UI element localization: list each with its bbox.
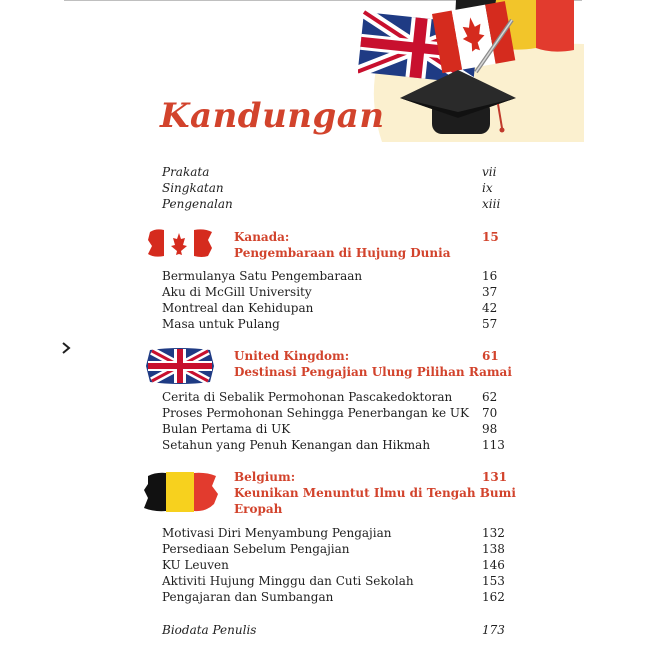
toc-entry[interactable]: Aku di McGill University 37 xyxy=(162,285,498,299)
toc-entry[interactable]: KU Leuven 146 xyxy=(162,558,505,572)
toc-entry-author-biodata[interactable]: Biodata Penulis 173 xyxy=(162,623,505,637)
toc-entry[interactable]: Setahun yang Penuh Kenangan dan Hikmah 113 xyxy=(162,438,505,452)
toc-entry[interactable]: Masa untuk Pulang 57 xyxy=(162,317,498,331)
toc-entry[interactable]: Montreal dan Kehidupan 42 xyxy=(162,301,498,315)
flags-graduation-cap-illustration xyxy=(358,0,584,142)
canada-flag-icon xyxy=(146,226,214,260)
uk-flag-icon xyxy=(144,346,216,386)
belgium-flag-icon xyxy=(142,470,222,514)
toc-entry[interactable]: Persediaan Sebelum Pengajian 138 xyxy=(162,542,505,556)
toc-entry[interactable]: Bulan Pertama di UK 98 xyxy=(162,422,498,436)
page-title: Kandungan xyxy=(160,96,385,136)
toc-entry[interactable]: Bermulanya Satu Pengembaraan 16 xyxy=(162,269,498,283)
section-heading-belgium[interactable]: Belgium: Keunikan Menuntut Ilmu di Tengah Bumi Eropah 131 xyxy=(234,470,516,516)
toc-entry-introduction[interactable]: Pengenalan xiii xyxy=(162,197,501,211)
page-edge-marker-icon xyxy=(62,342,72,354)
toc-entry[interactable]: Motivasi Diri Menyambung Pengajian 132 xyxy=(162,526,505,540)
toc-entry-preface[interactable]: Prakata vii xyxy=(162,165,497,179)
toc-entry[interactable]: Proses Permohonan Sehingga Penerbangan ke UK 70 xyxy=(162,406,498,420)
toc-entry-abbreviations[interactable]: Singkatan ix xyxy=(162,181,493,195)
section-heading-canada[interactable]: Kanada: Pengembaraan di Hujung Dunia 15 xyxy=(234,230,499,260)
canada-banner-flag xyxy=(432,1,515,73)
toc-entry[interactable]: Pengajaran dan Sumbangan 162 xyxy=(162,590,505,604)
toc-entry[interactable]: Cerita di Sebalik Permohonan Pascakedoktoran 62 xyxy=(162,390,498,404)
section-heading-united-kingdom[interactable]: United Kingdom: Destinasi Pengajian Ulung Pilihan Ramai 61 xyxy=(234,349,512,379)
toc-entry[interactable]: Aktiviti Hujung Minggu dan Cuti Sekolah 153 xyxy=(162,574,505,588)
